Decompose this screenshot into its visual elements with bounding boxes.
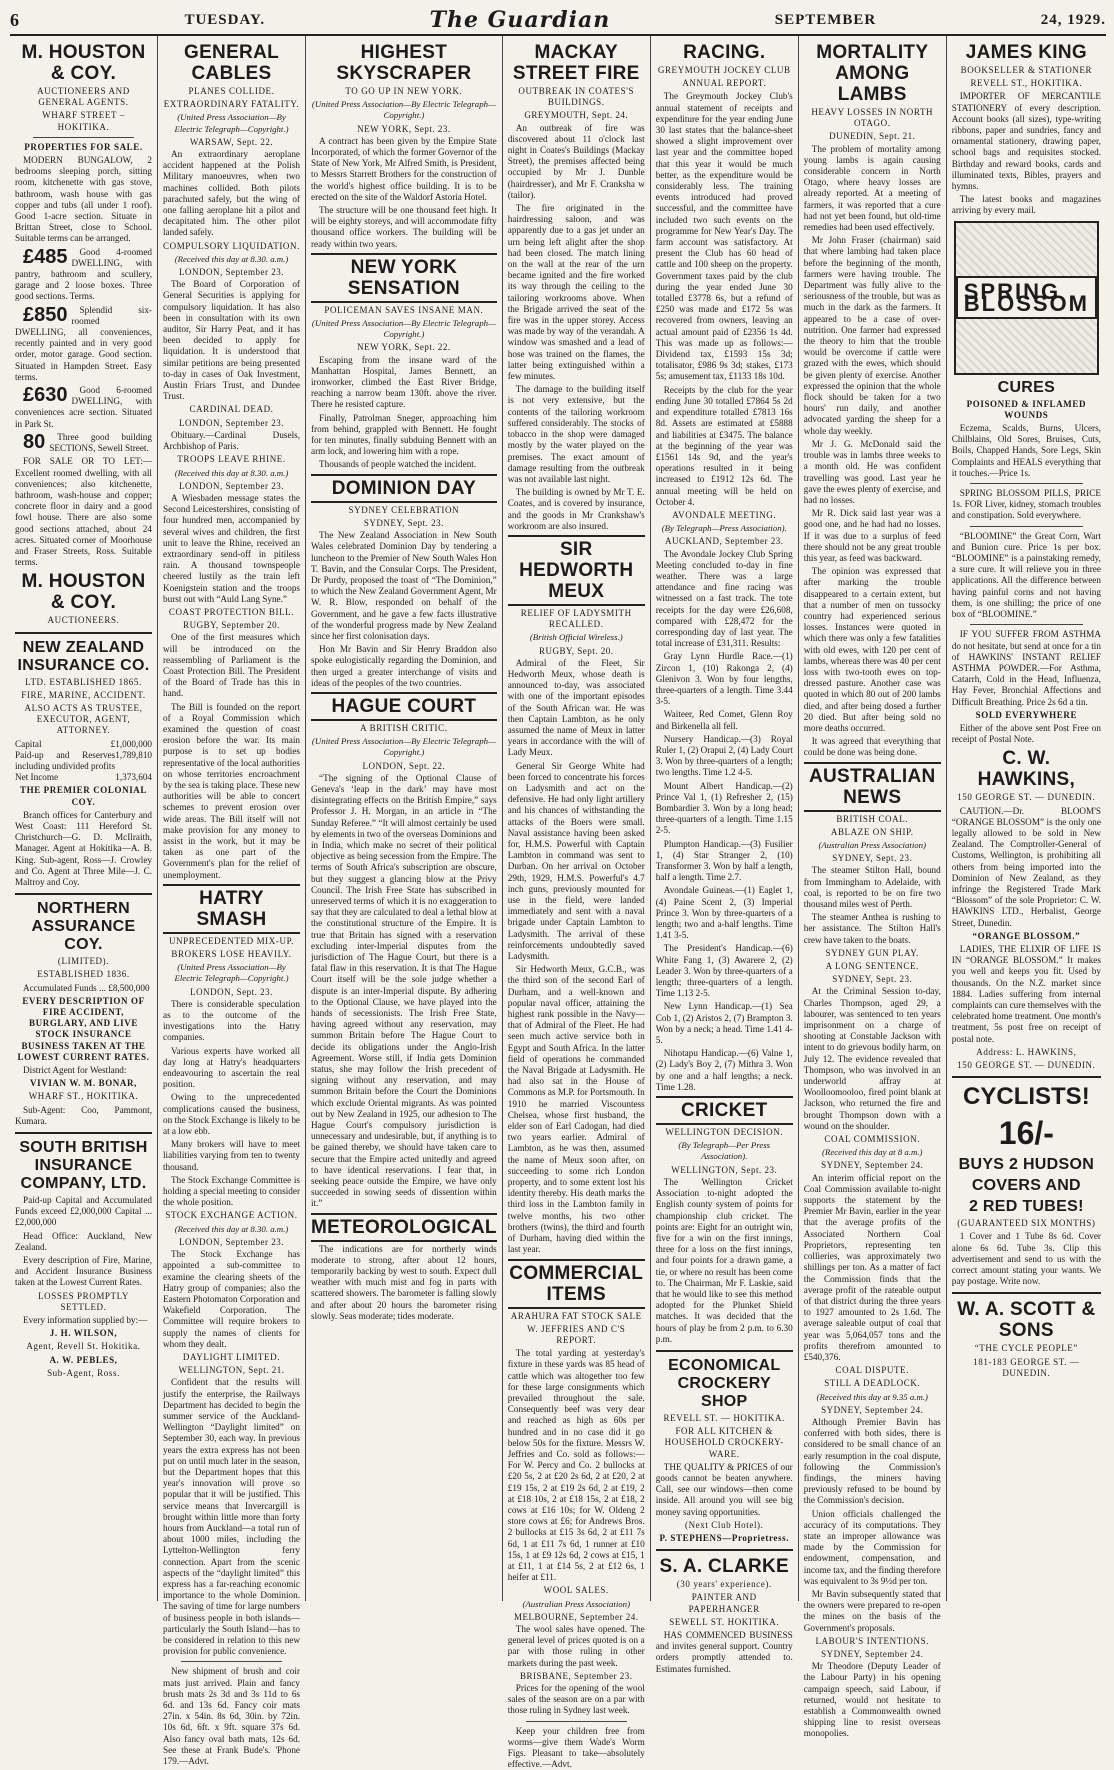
ad-subtitle: (LIMITED). — [57, 956, 110, 967]
ad-text: Branch offices for Canterbury and West Coast: 111 Hereford St. Christchurch—G. D. McIlraith, Manager. Agent at Hokitika—A. B. King. Sub-agent, Ross—J. Crowley and Co. Agent at Three Mile—J. C. Maltroy and Coy. — [15, 809, 152, 887]
article-paragraph: The steamer Anthea is rushing to her assistance. The Stilton Hall's crew have taken to the boats. — [803, 912, 941, 945]
article-paragraph: The building is owned by Mr T. E. Coates, and is covered by insurance, and the goods in Mr Crankshaw's workroom are also insured. — [507, 487, 645, 531]
ad-subtitle: AUCTIONEERS. — [47, 615, 120, 626]
agent-address: WHARF ST., HOKITIKA. — [28, 1091, 139, 1102]
received-note: (Received this day at 9.35 a.m.) — [816, 1391, 928, 1402]
article-paragraph: Receipts by the club for the year ending June 30 totalled £7864 5s 2d and expenditure totalled £7813 16s 8d. Assets are estimated at £5888 and liabilities at £3475. The balance at the beginning of the year was £1561 14s 9d, and the year's operations resulted in it being increased to £1912 12s 6d. The annual meeting will be held on October 4. — [655, 384, 793, 507]
ad-title: W. A. SCOTT & SONS — [957, 1299, 1096, 1342]
ad-text: THE QUALITY & PRICES of our goods cannot be beaten anywhere. Call, see our windows—then come inside. All around you will see big money saving opportunities. — [655, 1461, 793, 1517]
article-paragraph: The Board of Corporation of General Securities is applying for compulsory liquidation. It has also been in consultation with its own auditor, Sir Harry Peat, and it has been decided to apply for liquidation. It is understood that similar petitions are being presented to-day in cases of Oak Investment, Austin Friars Trust, and Dundee Trust. — [163, 279, 300, 402]
article-paragraph: Mr Bavin subsequently stated that the owners were prepared to re-open the mines on the basis of the Government's proposals. — [803, 1588, 941, 1633]
article-paragraph: An interim official report on the Coal Commission available to-night supports the statement by the Premier Mr Bavin, earlier in the year that the average profits of the Associated Northern Coal Proprietors, representing ten collieries, was approximately two shillings per ton. As a matter of fact the Commission finds that the average profit of the rateable output of that district during the three years to 1927 amounted to 2s 1.6d. The average saleable output of coal that year was 5,064,057 tons and the profits therefrom amounted to £540,376. — [803, 1172, 941, 1362]
ad-subtitle: “ORANGE BLOSSOM.” — [972, 930, 1081, 941]
article-paragraph: The Wellington Cricket Association to-night adopted the English county system of points for championship club cricket. The points are: Eight for an outright win, five for a win on the first innings, three for a loss on the first innings, and four points for a drawn game, a tie, or where no result has been come to. The Chairman, Mr F. Laskie, said that he would like to see this method adopted for the Plunket Shield matches. It was decided that the hours of play be from 2 p.m. to 6.30 p.m. — [655, 1176, 793, 1344]
advertisement-text: Keep your children free from worms—give them Wade's Worm Figs. Pleasant to take—absolutely effective.—Advt. — [507, 1725, 645, 1770]
article-paragraph: The opinion was expressed that after marking the trouble disappeared to a certain extent, but that a number of men on tussocky country had experienced serious losses. Instances were quoted in which there was only a few fatalities with old ewes, with 120 per cent of lambs, whereas there was 40 per cent loss with two-tooth ewes on top-dressed pasture. Another case was quoted in which 80 out of 200 lambs died, and after being dosed a further 20 died. But after being sold no more deaths occurred. — [803, 566, 941, 733]
article-paragraph: The total yarding at yesterday's fixture in these yards was 85 head of cattle which was altogether too few for these large consignments which prevailed throughout the sale. Consequently beef was very dear and reached as high as 60s per hundred and in no case did it go below 50s for the fixture. Messrs W. Jeffries and Co. sold as follows:—For W. Percy and Co. 2 bullocks at £20 5s, 2 at £20 2s 6d, 2 at £20, 2 at £19 15s, 2 at £19 2s 6d, 2 at £19, 2 at £18 10s, 2 at £18 15s, 2 at £18, 2 cows at £16 10s; for W. Oldeng 2 store cows at £6; for Andrews Bros. 2 bullocks at £15 3s 6d, 2 at £11 7s 6d, 1 at £11 7s 6d, 1 runner at £10 15s, 1 at £9 12s 6d, 2 cows at £15, 1 at £11, 1 at £14 5s, 2 at £12 6s, 1 heifer at £11. — [507, 1348, 645, 1583]
press-credit: (United Press Association—By Electric Telegraph—Copyright.) — [311, 736, 496, 758]
ad-subtitle: (GUARANTEED SIX MONTHS) — [957, 1218, 1096, 1229]
article-paragraph: Obituary.—Cardinal Dusels, Archbishop of Paris. — [163, 429, 300, 452]
dateline: RUGBY, Sept. 20. — [538, 645, 614, 656]
race-result: Waiteer, Red Comet, Glenn Roy and Birkenella all fell. — [655, 709, 793, 731]
article-subhead: COMPULSORY LIQUIDATION. — [163, 240, 300, 251]
ad-text: Sub-Agent: Coo, Pammont, Kumara. — [15, 1104, 152, 1126]
received-note: (Received this day at 8 a.m.) — [822, 1147, 923, 1158]
article-headline: HAGUE COURT — [311, 692, 497, 721]
dateline: RUGBY, September 20. — [183, 620, 280, 631]
ad-text: 1 Cover and 1 Tube 8s 6d. Cover alone 6s 6d. Tube 3s. Clip this advertisement and send to us with the correct amount stating your wants. We pay postage. Write now. — [951, 1231, 1101, 1287]
article-paragraph: The structure will be one thousand feet high. It will be eighty storeys, and will accommodate fifty thousand office workers. The building will be ready within two years. — [311, 205, 497, 249]
article-paragraph: Thousands of people watched the incident. — [319, 459, 477, 470]
column-7 — [947, 36, 1106, 1601]
dateline: SYDNEY, Sept. 23. — [832, 853, 913, 864]
article-paragraph: Finally, Patrolman Sneger, approaching him from behind, grappled with Bennett. He fought for ten minutes, finally subduing Bennett with an arm lock, and lowering him with a rope. — [311, 412, 497, 457]
article-subhead: TO GO UP IN NEW YORK. — [345, 86, 463, 96]
article-subhead: POLICEMAN SAVES INSANE MAN. — [324, 304, 484, 315]
ad-text: District Agent for Westland: — [23, 1065, 127, 1076]
ad-address: SEWELL ST. HOKITIKA. — [669, 1616, 780, 1627]
dateline: WELLINGTON, Sept. 23. — [671, 1164, 778, 1175]
ad-subtitle: PROPERTIES FOR SALE. — [24, 141, 143, 152]
article-subhead: UNPRECEDENTED MIX-UP. — [168, 935, 295, 946]
dateline: NEW YORK, Sept. 22. — [357, 342, 451, 353]
figure-value: 1,789,810 — [115, 749, 152, 760]
ad-address: 181-183 GEORGE ST. — DUNEDIN. — [973, 1356, 1080, 1378]
article-headline: CRICKET — [656, 1096, 793, 1125]
dateline: MELBOURNE, September 24. — [514, 1611, 639, 1622]
article-headline: MACKAY STREET FIRE — [512, 42, 640, 84]
figure-value: 1,373,604 — [115, 772, 152, 783]
masthead — [10, 6, 1106, 36]
article-subhead: RELIEF OF LADYSMITH RECALLED. — [520, 607, 632, 630]
ad-address: REVELL ST., HOKITIKA. — [970, 78, 1083, 89]
article-paragraph: Owing to the unprecedented complications caused the business, on the Stock Exchange is likely to be at a low ebb. — [163, 1092, 300, 1137]
masthead-day: TUESDAY. — [184, 11, 266, 28]
ad-subtitle: FIRE, MARINE, ACCIDENT. — [21, 689, 146, 700]
article-paragraph: Admiral of the Fleet, Sir Hedworth Meux, whose death is announced to-day, was associated with one of the important episodes of the South African war. He was then Captain Lambton, as he only assumed the name of Meux in latter years in accordance with the will of Lady Meux. — [507, 657, 645, 758]
dateline: GREYMOUTH, Sept. 24. — [524, 110, 629, 121]
article-subhead: WOOL SALES. — [543, 1585, 609, 1596]
article-paragraph: The Greymouth Jockey Club's annual statement of receipts and expenditure for the year ending June 30 last states that the balance-sheet showed a slight improvement over last year and the committee hoped that this year it would be much better, as the expenditure would be considerably less. The training events introduced had proved successful, and the committee have included two such events on the programme for New Year's Day. The farm account was satisfactory. At present the Club has 60 head of cattle and 100 sheep on the property. Government taxes paid by the club during the year ended June 30 totalled £3778 6s, but a refund of £250 was made and £172 5s was recovered from owners, leaving an actual amount paid of £2356 1s 4d. This was made up as follows:—Dividend tax, £1593 15s 3d; totalisator, £986 9s 3d; stakes, £173 5s; amusement tax, £1133 18s 10d. — [655, 91, 793, 382]
ad-text: Good 6-roomed DWELLING, with conveniences acre section. Situated in Park St. — [15, 385, 152, 429]
dateline: LONDON, September 23. — [179, 417, 284, 428]
article-paragraph: Although Premier Bavin has conferred with both sides, there is considered to be small chance of an early resumption in the coal dispute, following the Commission's findings, the miners having previously refused to be bound by the Commission's decision. — [803, 1416, 941, 1506]
dateline: DUNEDIN, Sept. 21. — [829, 131, 916, 142]
article-subhead: AVONDALE MEETING. — [672, 509, 777, 520]
dateline: LONDON, September 23. — [179, 1236, 284, 1247]
column-5 — [651, 36, 799, 1674]
article-paragraph: The indications are for northerly winds moderate to strong, after about 12 hours, temporarily backing by west to south. Expect dull weather with much mist and fog in parts with scattered showers. The barometer is falling slowly and after about 20 hours the barometer rising slowly. Seas moderate; tides moderate. — [311, 1243, 497, 1321]
article-paragraph: A contract has been given by the Empire State Incorporated, of which the former Governor of the State of New York, Mr Alfred Smith, is President, to Messrs Starrett Brothers for the construction of the world's highest office building. It is to be erected on the site of the Waldorf Astoria Hotel. — [311, 135, 497, 202]
ad-text: CAUTION.—Dr. BLOOM'S “ORANGE BLOSSOM” is the only one legally allowed to be sold in New Zealand. The Comptroller-General of Customs, Wellington, is prohibiting all others from being imported into the Dominion of New Zealand, as they infringe the Registered Trade Mark “Blossom” of the sole Proprietor: C. W. HAWKINS LTD., Herbalist, George Street, Dunedin. — [951, 805, 1101, 928]
article-paragraph: An extraordinary aeroplane accident happened at the Polish Military manoeuvres, when two machines collided. Both pilots parachuted safely, but the wing of one falling aeroplane hit a pilot and decapitated him. The other pilot landed safely. — [163, 149, 300, 238]
spring-blossom-logo — [954, 221, 1099, 375]
ad-title: S. A. CLARKE — [659, 1556, 790, 1578]
article-headline: AUSTRALIAN NEWS — [804, 762, 941, 812]
advertisement-text: New shipment of brush and coir mats just arrived. Plain and fancy brush mats 2s 3d and 3s 11d to 6s 6d. and 13s 6d. Fancy coir mats 27in. x 54in. 8s 6d, 30in. by 72in. 10s 6d, 6ft. x 9ft. square 37s 6d. Also fancy oval bath mats, 12s 6d. See these at Frank Bude's. 'Phone 179.—Advt. — [163, 1666, 300, 1767]
article-paragraph: The steamer Stilton Hall, bound from Immingham to Adelaide, with coal, is reported to be on fire two thousand miles west of Perth. — [803, 865, 941, 909]
article-subhead: STILL A DEADLOCK. — [824, 1378, 921, 1389]
price: 80 — [23, 430, 46, 453]
press-credit: (United Press Association—By Electric Telegraph—Copyright.) — [174, 962, 289, 984]
article-headline: SIR HEDWORTH MEUX — [508, 535, 645, 606]
dateline: LONDON, Sept. 23. — [190, 986, 273, 997]
dateline: SYDNEY, Sept. 23. — [832, 974, 913, 985]
ad-title: JAMES KING — [965, 42, 1087, 63]
article-paragraph: At the Criminal Session to-day, Charles Thompson, aged 29, a labourer, was sentenced to ten years imprisonment on a charge of shooting at Constable Jackson with intent to do grievous bodily harm, on July 12. The evidence revealed that Thompson, who was involved in an underworld affray at Woolloomooloo, fired point blank at Jackson, who returned the fire and brought Thompson down with a wound on the shoulder. — [803, 986, 941, 1131]
article-paragraph: Mr J. G. McDonald said the trouble was in lambs three weeks to a month old. He was confident travelling was good. Last year he gave the ewes plenty of exercise, and had no losses. — [803, 438, 941, 505]
ad-title: M. HOUSTON & COY. — [21, 571, 146, 614]
ad-address: 150 GEORGE ST. — DUNEDIN. — [957, 1060, 1096, 1070]
ad-text: Splendid six-roomed DWELLING, all conveniences, recently painted and in very good order, motor garage. Good section. Situated in Hampden Street. Easy terms. — [15, 304, 152, 382]
ad-text: SPRING BLOSSOM PILLS, PRICE 1s. FOR Liver, kidney, stomach troubles and constipation. Sold everywhere. — [951, 488, 1101, 521]
article-paragraph: The wool sales have opened. The general level of prices quoted is on a par with those ruling in other markets during the past week. — [507, 1623, 645, 1668]
article-paragraph: It was agreed that everything that could be done was being done. — [803, 736, 941, 758]
ad-subtitle: BUYS 2 HUDSON — [958, 1156, 1095, 1174]
article-paragraph: Escaping from the insane ward of the Manhattan Hospital, James Bennett, an ironworker, climbed the East River Bridge, reaching a narrow beam 130ft. above the river. There he resisted capture. — [311, 354, 497, 410]
article-subhead: SYDNEY CELEBRATION — [348, 504, 460, 515]
ad-text: Paid-up Capital and Accumulated Funds exceed £2,000,000 Capital ... £2,000,000 — [15, 1195, 152, 1228]
article-subhead: TROOPS LEAVE RHINE. — [177, 454, 286, 465]
ad-address: WHARF STREET – HOKITIKA. — [42, 110, 125, 132]
article-subhead: WELLINGTON DECISION. — [665, 1127, 784, 1138]
ad-subtitle: ESTABLISHED 1836. — [37, 969, 130, 980]
ad-text: Every information supplied by:— — [23, 1315, 148, 1326]
ad-text: MODERN BUNGALOW, 2 bedrooms sleeping porch, sitting room, kitchenette with gas stove, bathroom, wash house with gas copper and tubs (all under 1 roof). Good 1-acre section. Situate in Brittan Street, close to School. Suitable terms can be arranged. — [15, 155, 152, 244]
price: £850 — [23, 303, 68, 326]
article-paragraph: General Sir George White had been forced to concentrate his forces on Ladysmith and act on the defensive. He had only light artillery and his chances of withstanding the attacks of the Boers were small. Naval assistance having been asked for, H.M.S. Powerful with Captain Lambton in command was sent to Durban. On her arrival on October 29th, 1929, H.M.S. Powerful's 4.7 inch guns, previously mounted for use in the field, were landed immediately and sent with a naval brigade under Captain Lambton to Ladysmith. The arrival of these reinforcements undoubtedly saved Ladysmith. — [507, 760, 645, 962]
dateline: WARSAW, Sept. 22. — [189, 136, 274, 147]
race-result: The President's Handicap.—(6) White Fang 1, (3) Awarere 2, (2) Leader 3. Won by three-quarters of a length; three-quarters of a length. Time 1.13 2-5. — [655, 943, 793, 999]
ad-subtitle: EVERY DESCRIPTION OF FIRE ACCIDENT, BURGLARY, AND LIVE STOCK INSURANCE BUSINESS TAKEN AT THE LOWEST CURRENT RATES. — [17, 995, 150, 1062]
article-subhead: A LONG SENTENCE. — [825, 961, 919, 972]
race-result: Nihotapu Handicap.—(6) Valne 1, (2) Lady's Boy 2, (7) Mithra 3. Won by one and a half lengths; a neck. Time 1.28. — [655, 1048, 793, 1092]
ad-text: Eczema, Scalds, Burns, Ulcers, Chilblains, Old Sores, Bruises, Cuts, Boils, Chapped Hands, Sore Legs, Skin Complaints and HEALS everything that it touches.—Price 1s. — [951, 423, 1101, 478]
article-paragraph: One of the first measures which will be introduced on the reassembling of Parliament is the Coast Protection Bill. The President of the Board of Trade has this in hand. — [163, 632, 300, 699]
column-1 — [10, 36, 158, 1601]
press-credit: (United Press Association—By Electric Telegraph—Copyright.) — [311, 99, 496, 121]
article-paragraph: Sir Hedworth Meux, G.C.B., was the third son of the second Earl of Durham, and a well-known and popular naval officer, attaining the highest rank possible in the Navy—that of Admiral of the Fleet. He had seen much active service both in Egypt and South Africa. In the latter field of operations he commanded the Naval Brigade at Ladysmith. He had also sat in the House of Commons as M.P. for Portsmouth. In 1910 he married Viscountess Chelsea, whose first husband, the elder son of Earl Cadogan, had died two years earlier. Admiral of Lambton, as he was then, assumed the name of Meux soon after, on succeeding to some rich London property, and to some extent lost his identity thereby. His death marks the third loss in the Lambton family in twelve months, his two other brothers (twins), the third and fourth of Durham, having died within the last year. — [507, 964, 645, 1255]
figure-label: Capital — [15, 738, 42, 749]
masthead-month: SEPTEMBER — [774, 11, 877, 28]
ad-subtitle: COVERS AND — [971, 1177, 1081, 1195]
price: £485 — [23, 245, 68, 268]
agent-name: J. H. WILSON, — [49, 1328, 118, 1339]
race-result: New Lynn Handicap.—(1) Sea Cob 1, (2) Aristos 2, (7) Brampton 3. Won by a neck; a head. Time 1.41 4-5. — [655, 1001, 793, 1046]
dateline: LONDON, Sept. 22. — [362, 760, 446, 771]
ad-address: REVELL ST. — HOKITIKA. — [663, 1412, 785, 1423]
article-headline: HATRY SMASH — [163, 884, 300, 934]
column-3 — [306, 36, 503, 1601]
ad-text: The latest books and magazines arriving by every mail. — [951, 194, 1101, 216]
newspaper-title: The Guardian — [429, 7, 611, 33]
ad-title: CURES — [997, 378, 1056, 396]
agent-address: Agent, Revell St. Hokitika. — [26, 1341, 141, 1352]
ad-subtitle: P. STEPHENS—Proprietress. — [659, 1532, 790, 1543]
masthead-date: 24, 1929. — [1040, 11, 1106, 28]
ad-text: Either of the above sent Post Free on receipt of Postal Note. — [951, 722, 1101, 745]
ad-text: HAS COMMENCED BUSINESS and invites general support. Country orders promptly attended to. Estimates furnished. — [655, 1629, 793, 1674]
ad-subtitle: ALSO ACTS AS TRUSTEE, EXECUTOR, AGENT, ATTORNEY. — [24, 702, 143, 736]
figures — [15, 739, 152, 784]
press-credit: (United Press Association—By Electric Telegraph—Copyright.) — [311, 318, 496, 340]
ad-title: ECONOMICAL CROCKERY SHOP — [668, 1356, 781, 1410]
article-paragraph: Mr John Fraser (chairman) said that where lambing had taken place before the beginning of the month, farmers were having trouble. The Department was fully alive to the seriousness of the trouble, but was as much in the dark as the farmers. It appeared to be a case of over-nutrition. One farmer had expressed the theory to him that the trouble would be overcome if cattle were grazed with the ewes, which should be given plenty of exercise. Another expressed the opinion that the whole flock should be taken for a two hours' run daily, and another advocated yarding the sheep for a whole day weekly. — [803, 235, 941, 436]
ad-subtitle: 2 RED TUBES! — [968, 1198, 1084, 1216]
dateline: NEW YORK, Sept. 23. — [357, 123, 451, 134]
article-headline: MORTALITY AMONG LAMBS — [816, 42, 929, 105]
article-paragraph: A Wiesbaden message states the Second Leicestershires, consisting of four hundred men, accompanied by several wives and children, the first unit to leave the Rhine, received an extraordinary send-off in pitiless rain. A thousand townspeople cheered lustily as the train left Koenigstein station and the troops burst out with “Auld Lang Syne.” — [163, 492, 300, 604]
price: 16/- — [998, 1115, 1054, 1152]
ad-text: LADIES, THE ELIXIR OF LIFE IS IN “ORANGE BLOSSOM.” It makes you well and keeps you fit. Used by thousands. On the N.Z. market since 1884. Ladies suffering from internal complaints can cure themselves with the celebrated home treatment. One month's treatment, 5s post free on receipt of postal note. — [951, 943, 1101, 1044]
ad-title: M. HOUSTON & COY. — [21, 42, 146, 84]
article-paragraph: Various experts have worked all day long at Hatry's headquarters endeavouring to ascertain the real position. — [163, 1045, 300, 1090]
race-result: Nursery Handicap.—(3) Royal Ruler 1, (2) Orapui 2, (4) Lady Court 3. Won by three-quarters of a length; two lengths. Time 1.2 4-5. — [655, 733, 793, 778]
press-credit: (United Press Association—By Electric Telegraph—Copyright.) — [174, 112, 289, 134]
article-paragraph: The problem of mortality among young lambs is again causing considerable concern in North Otago, where heavy losses are already reported. At a meeting of farmers, it was reported that a cure had not yet been found, but old-time remedies had been used effectively. — [803, 143, 941, 233]
article-headline: DOMINION DAY — [311, 474, 497, 503]
article-subhead: GREYMOUTH JOCKEY CLUB — [657, 65, 791, 75]
ad-subtitle: THE PREMIER COLONIAL COY. — [19, 785, 147, 807]
column-4 — [503, 36, 651, 1770]
article-paragraph: The Stock Exchange Committee is holding a special meeting to consider the whole position. — [163, 1174, 301, 1208]
race-result: Gray Lynn Hurdle Race.—(1) Zircon 1, (10) Rakonga 2, (4) Glenivon 3. Won by four lengths, three-quarters of a length. Time 3.44 3-5. — [655, 651, 793, 707]
ad-subtitle: SOLD EVERYWHERE — [975, 709, 1078, 720]
ad-title: SOUTH BRITISH INSURANCE COMPANY, LTD. — [19, 1139, 148, 1193]
dateline: AUCKLAND, September 23. — [665, 536, 784, 547]
article-headline: COMMERCIAL ITEMS — [508, 1259, 645, 1309]
article-paragraph: Mr Theodore (Deputy Leader of the Labour Party) in his opening campaign speech, said Labour, if returned, would not hesitate to establish a Commonwealth owned shipping line to resist overseas monopolies. — [803, 1661, 941, 1739]
page-number: 6 — [10, 9, 20, 30]
figure-value: £1,000,000 — [110, 738, 152, 749]
ad-text: IF YOU SUFFER FROM ASTHMA do not hesitate, but send at once for a tin of HAWKINS' INSTANT RELIEF ASTHMA POWDER.—For Asthma, Catarrh, Cold in the Head, Influenza, Hay Fever, Bronchial Affections and Difficult Breathing. Price 2s 6d a tin. — [951, 629, 1101, 707]
article-headline: RACING. — [683, 42, 766, 63]
article-subhead: OUTBREAK IN COATES'S BUILDINGS. — [518, 86, 635, 108]
ad-text: Accumulated Funds ... £8,500,000 — [23, 982, 150, 993]
article-subhead: PLANES COLLIDE. — [188, 86, 275, 96]
ad-title: C. W. HAWKINS, — [977, 748, 1076, 791]
article-paragraph: An outbreak of fire was discovered about 11 o'clock last night in Coates's Buildings (Mackay Street), the premises affected being occupied by Mr J. Dunble (hairdresser), and Mr F. Cranksha w (tailor). — [507, 122, 645, 200]
article-headline: NEW YORK SENSATION — [311, 253, 497, 303]
column-2 — [158, 36, 306, 1767]
article-subhead: ABLAZE ON SHIP. — [830, 826, 914, 837]
received-note: (Received this day at 8.30. a.m.) — [174, 467, 289, 478]
article-subhead: EXTRAORDINARY FATALITY. — [163, 99, 300, 110]
article-paragraph: The New Zealand Association in New South Wales celebrated Dominion Day by tendering a luncheon to the Premier of New South Wales Hon T. Bavin, and the Consular Corps. The President, Dr Purdy, proposed the toast of “The Dominion,” to which the New Zealand Government Agent, Mr W. R. Blow, responded on behalf of the Government, and he gave a few facts illustrative of the wonderful progress made by New Zealand since her first colonisation days. — [311, 530, 497, 641]
ad-address: 150 GEORGE ST. — DUNEDIN. — [957, 792, 1096, 803]
ad-text: Every description of Fire, Marine, and Accident Insurance Business taken at the Lowest Current Rates. — [15, 1255, 152, 1288]
ad-subtitle: (30 years' experience). — [676, 1579, 772, 1590]
article-paragraph: “The signing of the Optional Clause of Geneva's ‘leap in the dark’ may have most disintegrating effects on the British Empire,” says Professor J. H. Morgan, in an article in “The Sunday Referee.” “It will almost certainly be used by elements in two of the overseas Dominions and in India, which make no secret of their political objective as being secession from the Empire. The terms of South Africa's subscription are obscure, but they suggest a glancing blow at the Privy Council. The Irish Free State has subscribed in unreserved terms of which it is no exaggeration to say that they are calculated to deal a lethal blow at the constitutional structure of the Empire. It is true that Britain has signed with a reservation excluding inter-Imperial disputes from the jurisdiction of The Hague Court, but there is a fatal flaw in this reservation. It is that The Hague Court itself will be the sole judge whether a dispute is an inter-Imperial dispute. By adhering to the Optional Clause, we have played into the hands of secessionists. The Irish Free State, having agreed without any reservation, may summon Britain before The Hague Court to decide its obligations under the Anglo-Irish Agreement. Worse still, if India gets Dominion status, she may follow the Irish precedent of signing without any reservation, and may summon Britain before the Court the Dominions which exclude Oriental migrants. As was pointed out by New Zealand in 1925, our adhesion to The Hague Court's compulsory jurisdiction is unnecessary and undesirable, but, if anything is to be gained thereby, we should have taken care to secure that the Empire acted unitedly and agreed to have identical reservations. I fear that, in seeking peace outside the Empire, we have only succeeded in sowing seeds of dissention within it.” — [311, 772, 497, 1209]
article-paragraph: Hon Mr Bavin and Sir Henry Braddon also spoke eulogistically regarding the Dominion, and then urged a greater interchange of visits and ideas of the peoples of the two countries. — [311, 644, 497, 688]
dateline: BRISBANE, September 23. — [520, 1670, 633, 1681]
article-subhead: ARAHURA FAT STOCK SALE — [510, 1310, 642, 1321]
article-subhead: CARDINAL DEAD. — [189, 404, 274, 415]
article-paragraph: Mr R. Dick said last year was a good one, and he had had no losses. If it was due to a surplus of feed there should not be any great trouble this year, as feed was backward. — [803, 508, 941, 563]
received-note: (Received this day at 8.30. a.m.) — [174, 1223, 289, 1234]
ad-subtitle: Address: L. HAWKINS, — [976, 1046, 1077, 1057]
ad-subtitle: BOOKSELLER & STATIONER — [960, 65, 1093, 75]
article-subhead: HEAVY LOSSES IN NORTH OTAGO. — [811, 107, 934, 129]
article-paragraph: Union officials challenged the accuracy of its computations. They state an improper allowance was made by the Commission for endowment, compensation, and income tax, and the finding therefore was equivalent to 3s 9½d per ton. — [803, 1508, 941, 1586]
article-subhead: A BRITISH CRITIC. — [360, 722, 448, 733]
ad-title: CYCLISTS! — [963, 1083, 1090, 1111]
price: £630 — [23, 384, 68, 407]
article-paragraph: Many brokers will have to meet liabilities varying from ten to twenty thousand. — [163, 1139, 300, 1172]
dateline: LONDON, September 23. — [179, 267, 284, 278]
article-paragraph: The Bill is founded on the report of a Royal Commission which examined the question of coast erosion before the war. Its main purpose is to set up bodies representative of the local authorities on whose territories encroachment by the sea is taking place. These new authorities will be able to concert schemes to prevent erosion over wide areas. The Bill itself will not make provision for any money to assist in the work, but it may be taken as one part of the Government's plan for the relief of unemployment. — [163, 701, 300, 880]
logo-text: SPRING BLOSSOM — [956, 276, 1097, 318]
ad-subtitle: LTD. ESTABLISHED 1865. — [25, 676, 142, 687]
article-subhead: COAL COMMISSION. — [824, 1134, 921, 1145]
ad-subtitle: LOSSES PROMPTLY SETTLED. — [38, 1290, 129, 1312]
ad-subtitle: AUCTIONEERS AND GENERAL AGENTS. — [37, 86, 130, 108]
article-subhead: STOCK EXCHANGE ACTION. — [165, 1210, 298, 1221]
article-subhead: COAL DISPUTE. — [835, 1365, 909, 1376]
press-credit: (By Telegraph—Press Association). — [661, 523, 787, 534]
article-paragraph: The Stock Exchange has appointed a sub-committee to examine the clearing sheets of the Hatry group of companies; also the Eastern Photomaton Corporation and Wakefield Corporation. The Committee will require brokers to supply the names of clients for whom they dealt. — [163, 1249, 300, 1349]
ad-subtitle: POISONED & INFLAMED WOUNDS — [966, 398, 1087, 420]
ad-text: Head Office: Auckland, New Zealand. — [15, 1230, 152, 1252]
received-note: (Received this day at 8.30. a.m.) — [174, 253, 289, 264]
press-credit: (Australian Press Association) — [818, 839, 927, 850]
article-paragraph: The Avondale Jockey Club Spring Meeting concluded to-day in fine weather. There was a large attendance and fine racing was witnessed on a fast track. The tote receipts for the day were £26,608, compared with £28,472 for the corresponding day of last year. The total increase of £31,311. Results: — [655, 548, 793, 649]
ad-subtitle: FOR ALL KITCHEN & HOUSEHOLD CROCKERY-WARE. — [664, 1426, 784, 1459]
article-headline: GENERAL CABLES — [184, 42, 279, 84]
agent-address: Sub-Agent, Ross. — [47, 1367, 120, 1378]
article-subhead: W. JEFFRIES AND C'S REPORT. — [527, 1323, 626, 1345]
article-subhead: DAYLIGHT LIMITED. — [182, 1351, 281, 1362]
article-subhead: ANNUAL REPORT. — [682, 78, 767, 89]
press-credit: (By Telegraph—Per Press Association). — [678, 1140, 771, 1162]
article-headline: METEOROLOGICAL — [311, 1213, 497, 1242]
race-result: Mount Albert Handicap.—(2) Prince Val 1, (1) Refresher 2, (15) Bombardier 3. Won by a long head; three-quarters of a length. Time 1.15 2-5. — [655, 780, 793, 836]
ad-text: FOR SALE OR TO LET:—Excellent roomed dwelling, with all conveniences; also kitchenette, bathroom, wash-house and copper; concrete floor in dairy and a good fowl house. There are also some good sections attached, about 24 acres. Situated corner of Moorhouse and Fraser Streets, Ross. Suitable terms. — [15, 456, 152, 568]
figure-label: Net Income — [15, 772, 59, 783]
column-6 — [799, 36, 947, 1739]
ad-subtitle: PAINTER AND PAPERHANGER — [688, 1592, 760, 1614]
race-result: Plumpton Handicap.—(3) Fusilier 1, (4) Star Stranger 2, (10) Transformer 3. Won by half a length, half a length. Time 2.7. — [655, 838, 793, 883]
article-paragraph: The fire originated in the hairdressing saloon, and was apparently due to a gas jet under an urn being left alight after the shop had been closed. The match lining on the wall at the rear of the urn became ignited and the fire worked its way through the ceiling to the tailoring workrooms above. When the Brigade arrived the seat of the fire was in the upper storey. Access was made by way of the verandah. A window was smashed and a lead of hose was trained on the flames, the latter being extinguished within a few minutes. — [507, 203, 645, 382]
article-paragraph: Prices for the opening of the wool sales of the season are on a par with those ruling in Sydney last week. — [507, 1683, 645, 1716]
figure-label: Paid-up and Reserves including undivided profits — [15, 749, 116, 771]
columns — [10, 36, 1106, 1770]
dateline: LONDON, September 23. — [179, 480, 284, 491]
article-subhead: LABOUR'S INTENTIONS. — [815, 1635, 930, 1646]
dateline: SYDNEY, September 24. — [821, 1404, 924, 1415]
dateline: SYDNEY, September 24. — [821, 1649, 924, 1659]
article-paragraph: The damage to the building itself is not very extensive, but the contents of the tailoring workroom suffered considerably. The stocks of tobacco in the shop were damaged mostly by the water played on the premises. The exact amount of damage resulting from the outbreak was not available last night. — [507, 384, 645, 484]
agent-name: A. W. PEBLES, — [49, 1354, 118, 1365]
ad-subtitle: (Next Club Hotel). — [684, 1519, 764, 1530]
press-credit: (British Official Wireless.) — [529, 632, 623, 643]
dateline: SYDNEY, Sept. 23. — [363, 517, 444, 528]
dateline: WELLINGTON, Sept. 21. — [178, 1365, 285, 1376]
ad-text: “BLOOMINE” the Great Corn, Wart and Bunion cure. Price 1s per box. “BLOOMINE” is a painstaking remedy, a sure cure. It will relieve you in three applications. All the difference between having painful corns and not having them, is one shilling; the price of one box of “BLOOMINE.” — [951, 530, 1101, 620]
article-subhead: BRITISH COAL. — [836, 813, 909, 824]
press-credit: (Australian Press Association) — [522, 1598, 631, 1609]
ad-text: IMPORTER OF MERCANTILE STATIONERY of every description. Account books (all sizes), type-writing ribbons, paper and sundries, fancy and ornamental stationery, drawing paper, school bags and requisites stocked. Birthday and reward books, cards and illuminated texts, Bibles, prayers and hymns. — [951, 91, 1101, 192]
dateline: SYDNEY, September 24. — [821, 1160, 924, 1171]
article-subhead: SYDNEY GUN PLAY. — [825, 947, 920, 958]
article-paragraph: Confident that the results will justify the enterprise, the Railways Department has decided to begin the summer service of the Auckland-Wellington “Daylight limited” on September 30, each way. In previous years the extra express has not been put on until much later in the season, but the Department hopes that this year's innovation will prove so popular that it will be justified. This service means that Invercargill is brought within little more than forty hours from Auckland—a total run of about 1000 miles, including the Lyttelton-Wellington ferry connection. Apart from the scenic aspects of the “daylight limited” this express has a far-reaching economic importance to the whole Dominion. The saving of time for large numbers of business people in both islands—particularly the South Island—has to be considered in relation to this new provision for public convenience. — [163, 1377, 300, 1657]
ad-text: Good 4-roomed DWELLING, with pantry, bathroom and scullery, garage and 2 loose boxes. Three good sections. Terms. — [15, 246, 152, 302]
race-result: Avondale Guineas.—(1) Eaglet 1, (4) Paine Scent 2, (3) Imperial Prince 3. Won by three-quarters of a length; two and a-half lengths. Time 1.41 3-5. — [655, 885, 793, 941]
ad-title: NEW ZEALAND INSURANCE CO. — [17, 638, 150, 674]
article-subhead: COAST PROTECTION BILL. — [168, 606, 295, 617]
agent-name: VIVIAN W. M. BONAR, — [30, 1078, 137, 1089]
ad-text: Three good building SECTIONS, Sewell Street. — [49, 431, 152, 454]
ad-subtitle: “THE CYCLE PEOPLE” — [974, 1343, 1078, 1354]
ad-title: NORTHERN ASSURANCE COY. — [31, 900, 136, 954]
article-paragraph: There is considerable speculation as to the outcome of the investigations into the Hatry companies. — [163, 998, 300, 1043]
article-subhead: BROKERS LOSE HEAVILY. — [171, 949, 292, 960]
article-headline: HIGHEST SKYSCRAPER — [336, 42, 472, 84]
